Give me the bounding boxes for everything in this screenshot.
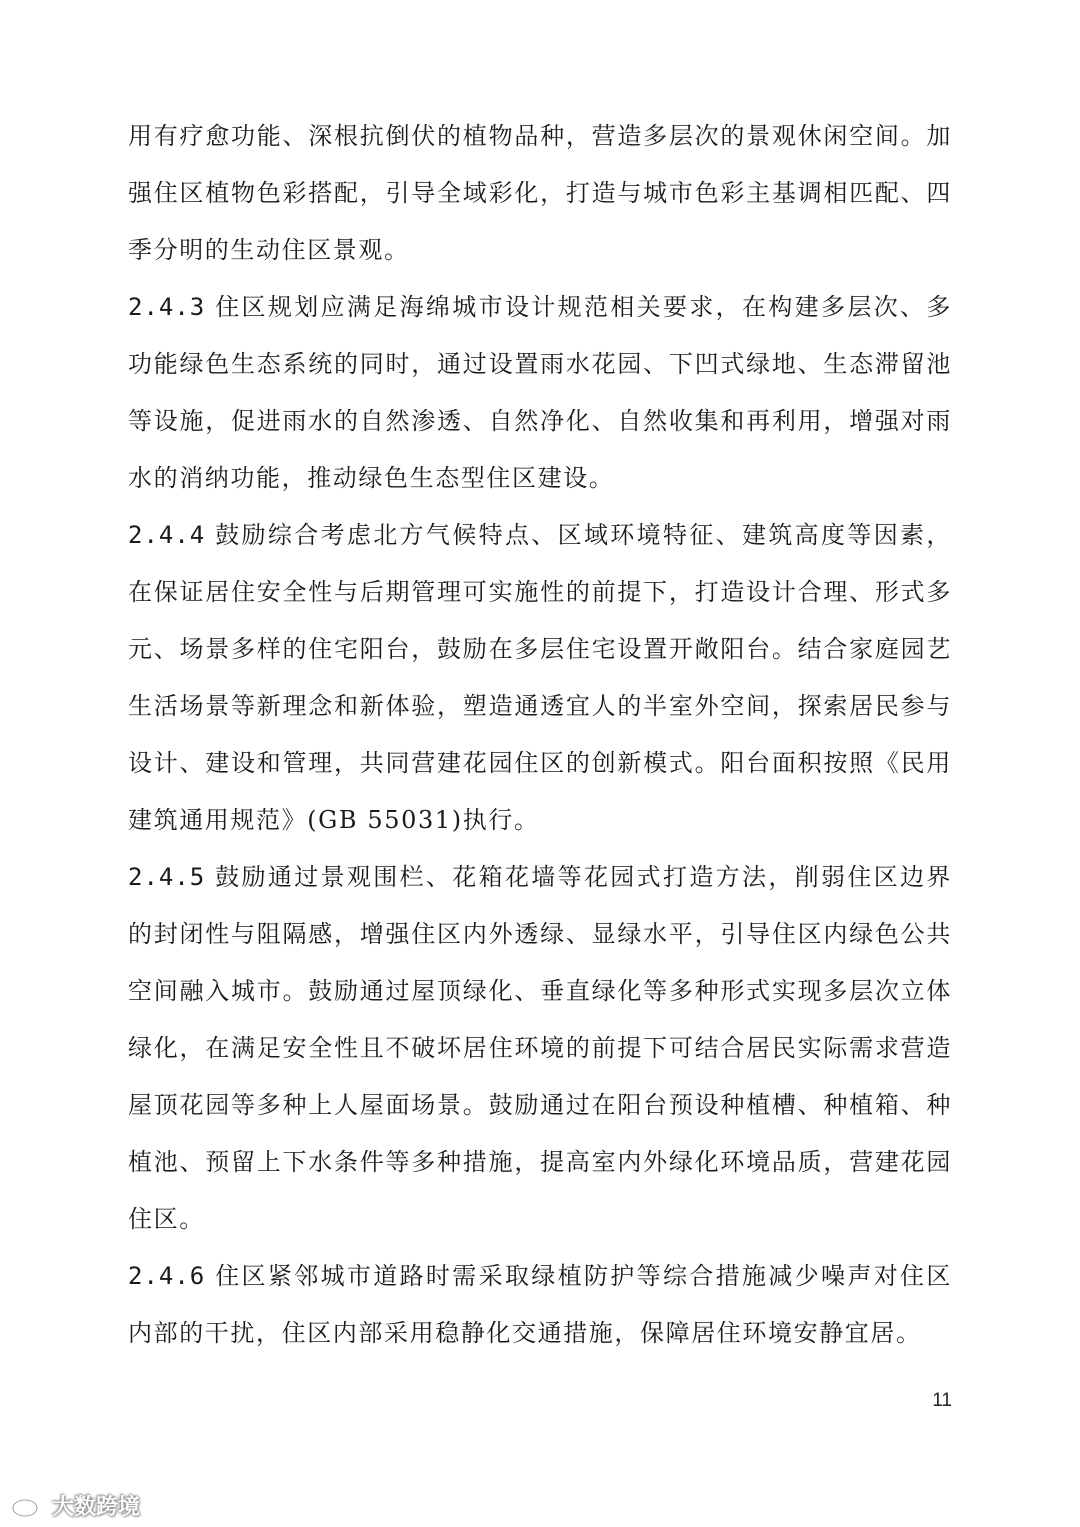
paragraph-text: 鼓励通过景观围栏、花箱花墙等花园式打造方法，削弱住区边界的封闭性与阻隔感，增强住区内外透绿、显绿水平，引导住区内绿色公共空间融入城市。鼓励通过屋顶绿化、垂直绿化等多种形式实现多层次立体绿化，在满足安全性且不破坏居住环境的前提下可结合居民实际需求营造屋顶花园等多种上人屋面场景。鼓励通过在阳台预设种植槽、种植箱、种植池、预留上下水条件等多种措施，提高室内外绿化环境品质，营建花园住区。 — [128, 863, 952, 1233]
document-body — [128, 108, 952, 1362]
watermark — [10, 1490, 140, 1520]
paragraph-text: 住区紧邻城市道路时需采取绿植防护等综合措施减少噪声对住区内部的干扰，住区内部采用稳静化交通措施，保障居住环境安静宜居。 — [128, 1262, 952, 1347]
paragraph-text: 用有疗愈功能、深根抗倒伏的植物品种，营造多层次的景观休闲空间。加强住区植物色彩搭配，引导全域彩化，打造与城市色彩主基调相匹配、四季分明的生动住区景观。 — [128, 122, 952, 264]
paragraph-text: 住区规划应满足海绵城市设计规范相关要求，在构建多层次、多功能绿色生态系统的同时，通过设置雨水花园、下凹式绿地、生态滞留池等设施，促进雨水的自然渗透、自然净化、自然收集和再利用，增强对雨水的消纳功能，推动绿色生态型住区建设。 — [128, 293, 952, 492]
section-number: 2.4.5 — [128, 863, 206, 891]
page-number: 11 — [932, 1390, 952, 1411]
weibo-logo-icon — [10, 1492, 46, 1518]
paragraph-continued — [128, 108, 952, 279]
paragraph-2-4-6 — [128, 1248, 952, 1362]
section-number: 2.4.3 — [128, 293, 206, 321]
paragraph-2-4-4 — [128, 507, 952, 849]
section-number: 2.4.6 — [128, 1262, 206, 1290]
paragraph-text: 鼓励综合考虑北方气候特点、区域环境特征、建筑高度等因素，在保证居住安全性与后期管理可实施性的前提下，打造设计合理、形式多元、场景多样的住宅阳台，鼓励在多层住宅设置开敞阳台。结合家庭园艺生活场景等新理念和新体验，塑造通透宜人的半室外空间，探索居民参与设计、建设和管理，共同营建花园住区的创新模式。阳台面积按照《民用建筑通用规范》(GB 55031)执行。 — [128, 521, 952, 834]
paragraph-2-4-3 — [128, 279, 952, 507]
section-number: 2.4.4 — [128, 521, 206, 549]
watermark-text: 大数跨境 — [52, 1494, 141, 1520]
paragraph-2-4-5 — [128, 849, 952, 1248]
